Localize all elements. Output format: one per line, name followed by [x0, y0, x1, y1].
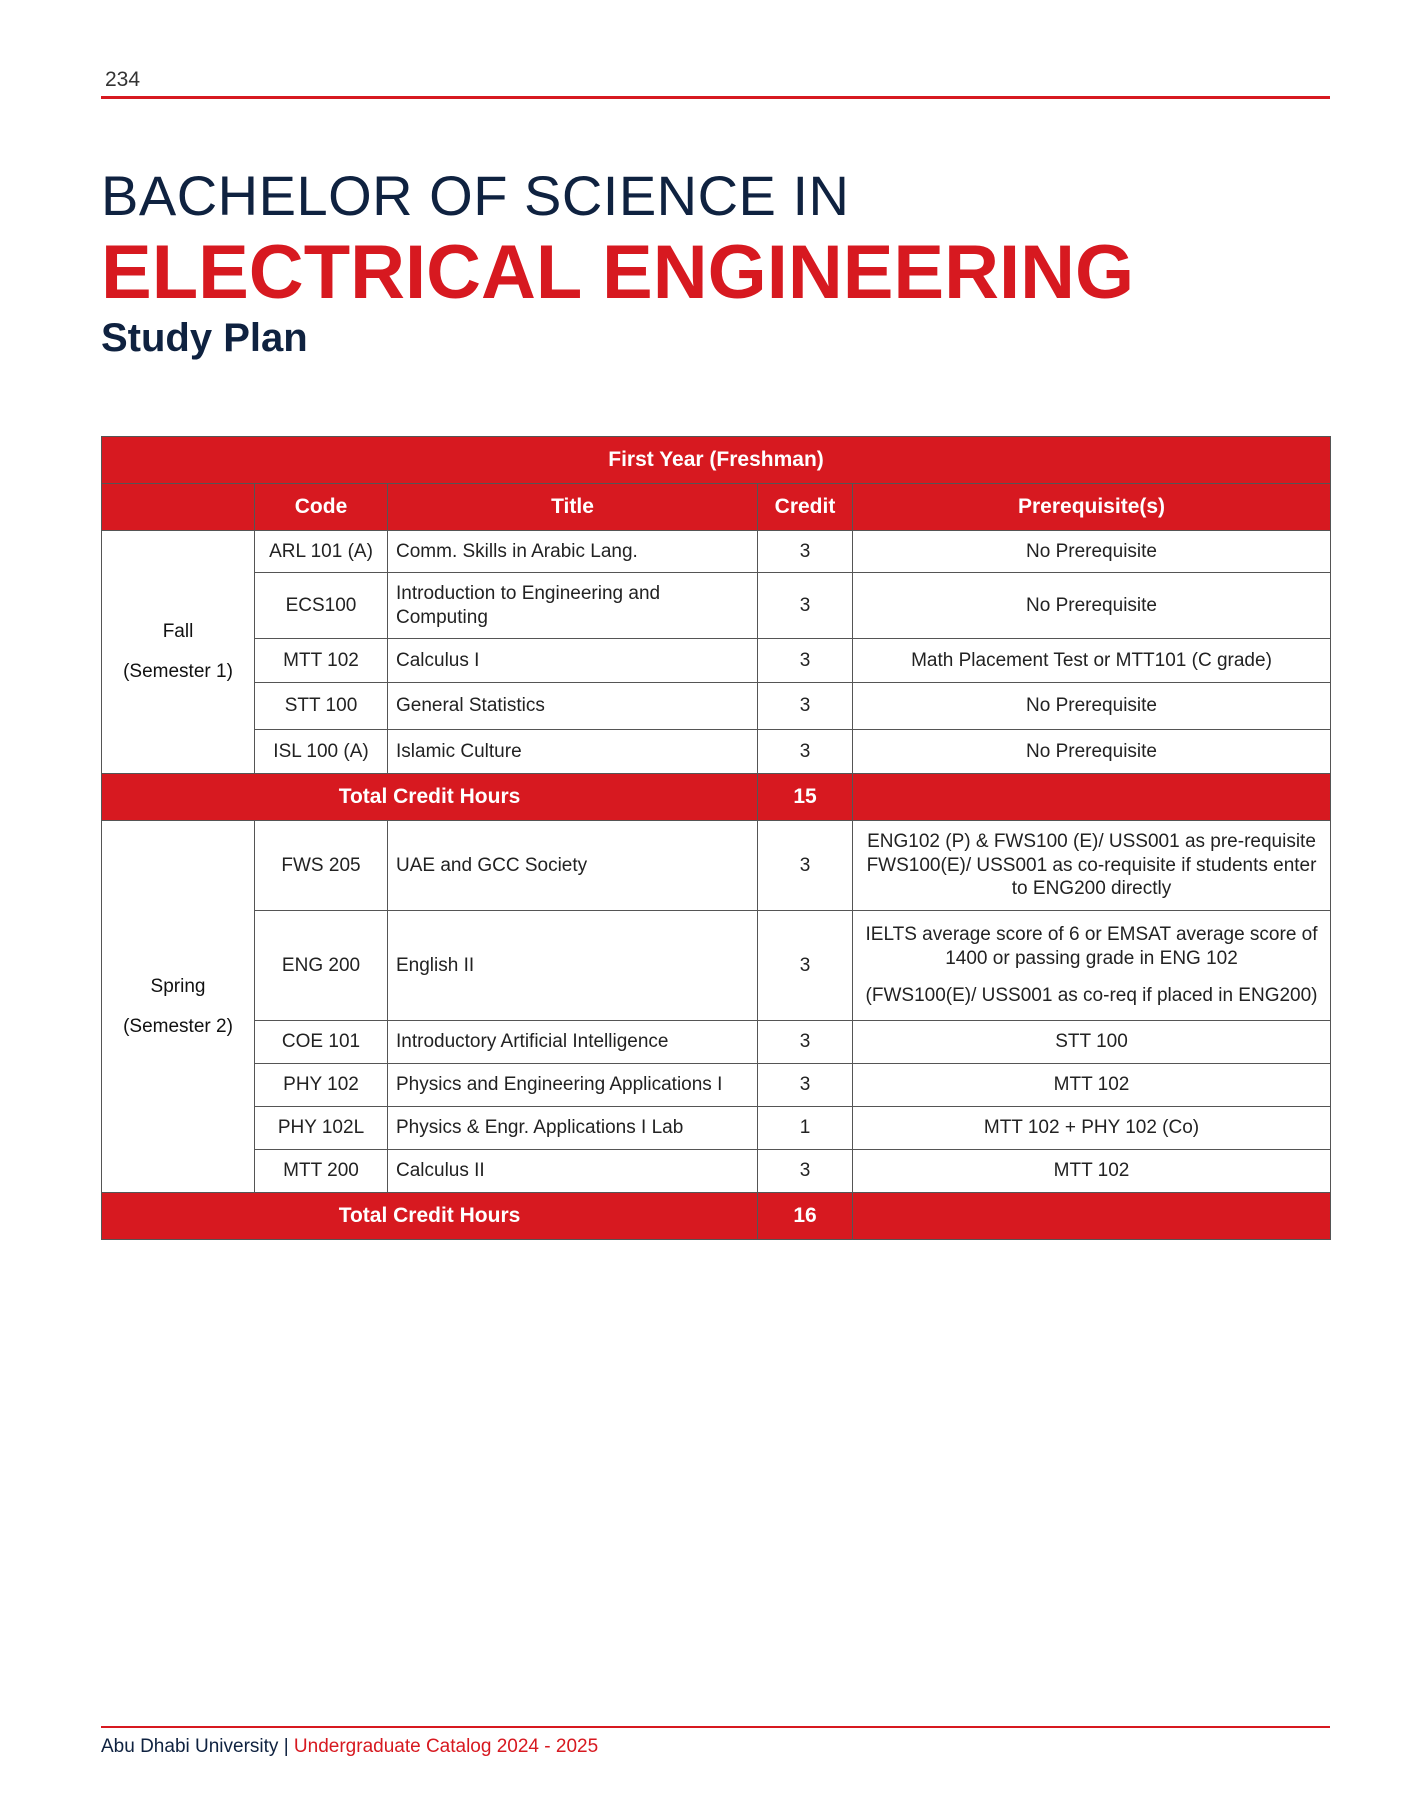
prereq-header: Prerequisite(s) [853, 484, 1331, 531]
course-code: ISL 100 (A) [255, 730, 388, 774]
fall-total-row [102, 774, 1331, 821]
total-label: Total Credit Hours [102, 774, 758, 821]
semester-sublabel: (Semester 2) [123, 1015, 233, 1037]
total-empty-cell [853, 1193, 1331, 1240]
total-empty-cell [853, 774, 1331, 821]
semester-sublabel: (Semester 1) [123, 661, 233, 682]
semester-header-cell [102, 484, 255, 531]
course-credit: 3 [758, 1064, 853, 1107]
footer [101, 1736, 598, 1758]
course-credit: 3 [758, 911, 853, 1021]
table-row [102, 639, 1331, 683]
course-credit: 3 [758, 683, 853, 730]
table-row [102, 1107, 1331, 1150]
semester-label: Fall [162, 621, 194, 643]
course-prereq-note: (FWS100(E)/ USS001 as co-req if placed in ENG200) [865, 985, 1318, 1007]
course-prereq: No Prerequisite [853, 531, 1331, 573]
header-rule [101, 96, 1330, 99]
course-title: Calculus II [388, 1150, 758, 1193]
course-code: MTT 200 [255, 1150, 388, 1193]
course-title: General Statistics [388, 683, 758, 730]
course-code: COE 101 [255, 1021, 388, 1064]
table-row [102, 911, 1331, 1021]
course-code: FWS 205 [255, 821, 388, 911]
study-plan-subtitle: Study Plan [101, 316, 308, 360]
course-code: PHY 102L [255, 1107, 388, 1150]
spring-semester-cell [102, 821, 255, 1193]
course-prereq: No Prerequisite [853, 683, 1331, 730]
course-title: UAE and GCC Society [388, 821, 758, 911]
column-header-row [102, 484, 1331, 531]
course-code: ECS100 [255, 573, 388, 639]
fall-semester-cell [102, 531, 255, 774]
course-code: ARL 101 (A) [255, 531, 388, 573]
year-header-row [102, 437, 1331, 484]
table-row [102, 531, 1331, 573]
table-row [102, 573, 1331, 639]
course-prereq: No Prerequisite [853, 573, 1331, 639]
table-row [102, 1021, 1331, 1064]
course-code: PHY 102 [255, 1064, 388, 1107]
title-header: Title [388, 484, 758, 531]
degree-title-line2: ELECTRICAL ENGINEERING [101, 230, 1135, 315]
course-credit: 3 [758, 1021, 853, 1064]
course-credit: 1 [758, 1107, 853, 1150]
spring-total-row [102, 1193, 1331, 1240]
total-label: Total Credit Hours [102, 1193, 758, 1240]
total-value: 15 [758, 774, 853, 821]
degree-title-line1: BACHELOR OF SCIENCE IN [101, 164, 850, 227]
semester-label: Spring [150, 975, 206, 997]
course-code: STT 100 [255, 683, 388, 730]
table-row [102, 1064, 1331, 1107]
course-prereq: IELTS average score of 6 or EMSAT average score of 1400 or passing grade in ENG 102 [865, 923, 1318, 969]
course-prereq-cell [853, 911, 1331, 1021]
course-title: Introduction to Engineering and Computing [388, 573, 758, 639]
code-header: Code [255, 484, 388, 531]
course-title: Physics & Engr. Applications I Lab [388, 1107, 758, 1150]
course-credit: 3 [758, 573, 853, 639]
total-value: 16 [758, 1193, 853, 1240]
footer-separator: | [283, 1736, 289, 1757]
course-prereq: Math Placement Test or MTT101 (C grade) [853, 639, 1331, 683]
course-credit: 3 [758, 639, 853, 683]
course-prereq: STT 100 [853, 1021, 1331, 1064]
table-row [102, 730, 1331, 774]
course-title: Islamic Culture [388, 730, 758, 774]
table-row [102, 1150, 1331, 1193]
credit-header: Credit [758, 484, 853, 531]
course-credit: 3 [758, 1150, 853, 1193]
table-row [102, 683, 1331, 730]
footer-rule [101, 1726, 1330, 1728]
course-title: Introductory Artificial Intelligence [388, 1021, 758, 1064]
page-number: 234 [105, 68, 141, 91]
table-row [102, 821, 1331, 911]
course-credit: 3 [758, 730, 853, 774]
course-code: ENG 200 [255, 911, 388, 1021]
course-title: English II [388, 911, 758, 1021]
course-prereq: MTT 102 [853, 1064, 1331, 1107]
footer-university: Abu Dhabi University [101, 1736, 279, 1757]
course-title: Calculus I [388, 639, 758, 683]
course-credit: 3 [758, 531, 853, 573]
course-title: Physics and Engineering Applications I [388, 1064, 758, 1107]
course-title: Comm. Skills in Arabic Lang. [388, 531, 758, 573]
course-prereq: MTT 102 [853, 1150, 1331, 1193]
year-title: First Year (Freshman) [102, 437, 1331, 484]
footer-catalog: Undergraduate Catalog 2024 - 2025 [293, 1736, 599, 1757]
course-prereq: MTT 102 + PHY 102 (Co) [853, 1107, 1331, 1150]
study-plan-table [101, 436, 1331, 1240]
course-code: MTT 102 [255, 639, 388, 683]
course-credit: 3 [758, 821, 853, 911]
course-prereq: No Prerequisite [853, 730, 1331, 774]
course-prereq: ENG102 (P) & FWS100 (E)/ USS001 as pre-requisite FWS100(E)/ USS001 as co-requisite if students enter to ENG200 directly [853, 821, 1331, 911]
